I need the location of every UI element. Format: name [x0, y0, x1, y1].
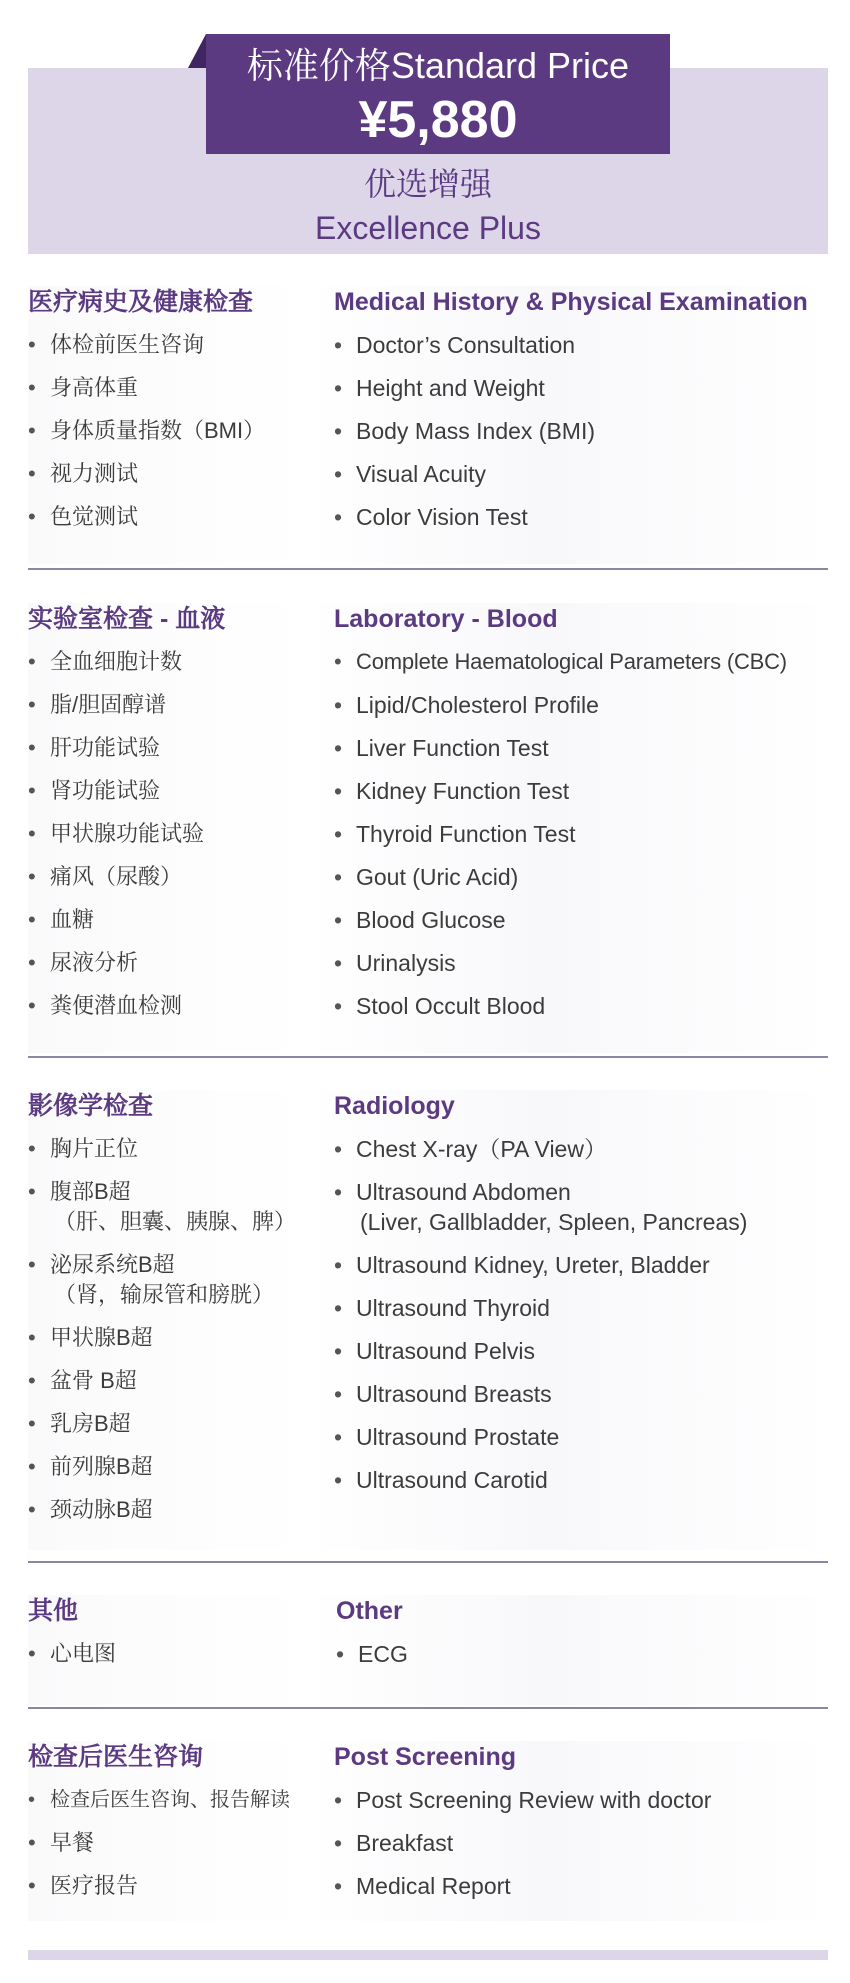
section-laboratory-blood: [28, 603, 828, 1053]
item-text: Ultrasound Thyroid: [356, 1295, 550, 1321]
section-title-en: Post Screening: [334, 1743, 516, 1771]
item-list-cn: [28, 647, 328, 1021]
section-radiology: [28, 1090, 828, 1550]
item-list-en: [334, 647, 834, 1021]
list-item: • 早餐: [28, 1828, 328, 1858]
list-item: [28, 1452, 328, 1482]
list-item: [334, 1177, 834, 1237]
list-item: • 痛风（尿酸）: [28, 862, 328, 892]
section-divider: [28, 568, 828, 570]
section-title-en: Radiology: [334, 1092, 455, 1120]
item-text: 胸片正位: [50, 1136, 139, 1161]
list-item: [28, 1177, 328, 1237]
section-divider: [28, 1056, 828, 1058]
list-item: [334, 1134, 834, 1164]
item-text: 甲状腺B超: [50, 1325, 153, 1350]
chinese-column: [28, 603, 328, 1034]
item-text: 乳房B超: [50, 1411, 131, 1436]
section-divider: [28, 1561, 828, 1563]
list-item: [28, 1409, 328, 1439]
chinese-column: [28, 1741, 328, 1914]
section-title-en: Medical History & Physical Examination: [334, 288, 808, 316]
list-item: • 尿液分析: [28, 948, 328, 978]
item-text: Ultrasound Kidney, Ureter, Bladder: [356, 1252, 710, 1278]
item-text: Ultrasound Prostate: [356, 1424, 560, 1450]
list-item: [334, 1250, 834, 1280]
list-item: • 视力测试: [28, 459, 328, 489]
list-item: • 身体质量指数（BMI）: [28, 416, 328, 446]
list-item: • 肾功能试验: [28, 776, 328, 806]
item-list-en: [334, 330, 834, 532]
list-item: [28, 1366, 328, 1396]
item-subtext: （肾，输尿管和膀胱）: [54, 1282, 275, 1307]
list-item: [334, 1465, 834, 1495]
package-tier-en: Excellence Plus: [315, 210, 541, 246]
list-item: • 粪便潜血检测: [28, 991, 328, 1021]
price-label: 标准价格Standard Price: [246, 45, 630, 86]
list-item: • Breakfast: [334, 1828, 834, 1858]
item-list-en: [334, 1134, 834, 1495]
list-item: [334, 1379, 834, 1409]
item-list-cn: [28, 1639, 328, 1669]
list-item: • 检查后医生咨询、报告解读: [28, 1785, 328, 1815]
list-item: • Visual Acuity: [334, 459, 834, 489]
list-item: • 身高体重: [28, 373, 328, 403]
footer-bar: [28, 1950, 828, 1960]
list-item: • Kidney Function Test: [334, 776, 834, 806]
item-text: Ultrasound Pelvis: [356, 1338, 535, 1364]
list-item: • Stool Occult Blood: [334, 991, 834, 1021]
item-list-en: [336, 1639, 836, 1669]
english-column: [336, 1595, 836, 1682]
english-column: [334, 603, 834, 1034]
item-text: 腹部B超: [50, 1179, 131, 1204]
list-item: • 全血细胞计数: [28, 647, 328, 677]
list-item: • Liver Function Test: [334, 733, 834, 763]
list-item: • Doctor’s Consultation: [334, 330, 834, 360]
item-text: Ultrasound Carotid: [356, 1467, 548, 1493]
item-text: Ultrasound Breasts: [356, 1381, 552, 1407]
list-item: • Complete Haematological Parameters (CBC): [334, 647, 834, 677]
list-item: [28, 1134, 328, 1164]
item-list-en: [334, 1785, 834, 1901]
list-item: • 医疗报告: [28, 1871, 328, 1901]
english-column: [334, 286, 834, 545]
section-title-cn: 影像学检查: [28, 1092, 154, 1120]
section-title-en: Laboratory - Blood: [334, 605, 558, 633]
item-text: 盆骨 B超: [50, 1368, 137, 1393]
list-item: • Height and Weight: [334, 373, 834, 403]
list-item: • Medical Report: [334, 1871, 834, 1901]
item-list-cn: [28, 1785, 328, 1901]
section-divider: [28, 1707, 828, 1709]
section-other: [28, 1595, 828, 1705]
list-item: [28, 1250, 328, 1310]
package-tier-cn: 优选增强: [363, 166, 492, 202]
list-item: • 肝功能试验: [28, 733, 328, 763]
item-text: 颈动脉B超: [50, 1497, 153, 1522]
english-column: [334, 1090, 834, 1508]
section-title-en: Other: [336, 1597, 403, 1625]
section-title-cn: 检查后医生咨询: [28, 1743, 204, 1771]
list-item: • 甲状腺功能试验: [28, 819, 328, 849]
item-text: 泌尿系统B超: [50, 1252, 175, 1277]
item-subtext: （肝、胆囊、胰腺、脾）: [54, 1209, 297, 1234]
item-text: Ultrasound Abdomen: [356, 1179, 571, 1205]
list-item: • 体检前医生咨询: [28, 330, 328, 360]
list-item: • Body Mass Index (BMI): [334, 416, 834, 446]
list-item: • 脂/胆固醇谱: [28, 690, 328, 720]
list-item: • Gout (Uric Acid): [334, 862, 834, 892]
list-item: • 心电图: [28, 1639, 328, 1669]
item-list-cn: [28, 330, 328, 532]
list-item: • 色觉测试: [28, 502, 328, 532]
chinese-column: [28, 1090, 328, 1538]
section-post-screening: [28, 1741, 828, 1921]
price-tab-fold: [188, 34, 206, 68]
chinese-column: [28, 1595, 328, 1682]
list-item: [28, 1323, 328, 1353]
list-item: • Thyroid Function Test: [334, 819, 834, 849]
section-title-cn: 医疗病史及健康检查: [28, 288, 254, 316]
item-text: Chest X-ray（PA View）: [356, 1136, 607, 1162]
list-item: [334, 1336, 834, 1366]
list-item: • ECG: [336, 1639, 836, 1669]
section-medical-history: [28, 286, 828, 564]
english-column: [334, 1741, 834, 1914]
price-value: ¥5,880: [358, 91, 518, 149]
list-item: [334, 1422, 834, 1452]
list-item: • 血糖: [28, 905, 328, 935]
list-item: [334, 1293, 834, 1323]
list-item: • Color Vision Test: [334, 502, 834, 532]
list-item: • Blood Glucose: [334, 905, 834, 935]
section-title-cn: 实验室检查 - 血液: [28, 605, 226, 633]
list-item: [28, 1495, 328, 1525]
list-item: • Lipid/Cholesterol Profile: [334, 690, 834, 720]
item-list-cn: [28, 1134, 328, 1525]
section-title-cn: 其他: [28, 1597, 79, 1625]
chinese-column: [28, 286, 328, 545]
item-subtext: (Liver, Gallbladder, Spleen, Pancreas): [360, 1209, 748, 1235]
list-item: • Urinalysis: [334, 948, 834, 978]
list-item: • Post Screening Review with doctor: [334, 1785, 834, 1815]
item-text: 前列腺B超: [50, 1454, 153, 1479]
